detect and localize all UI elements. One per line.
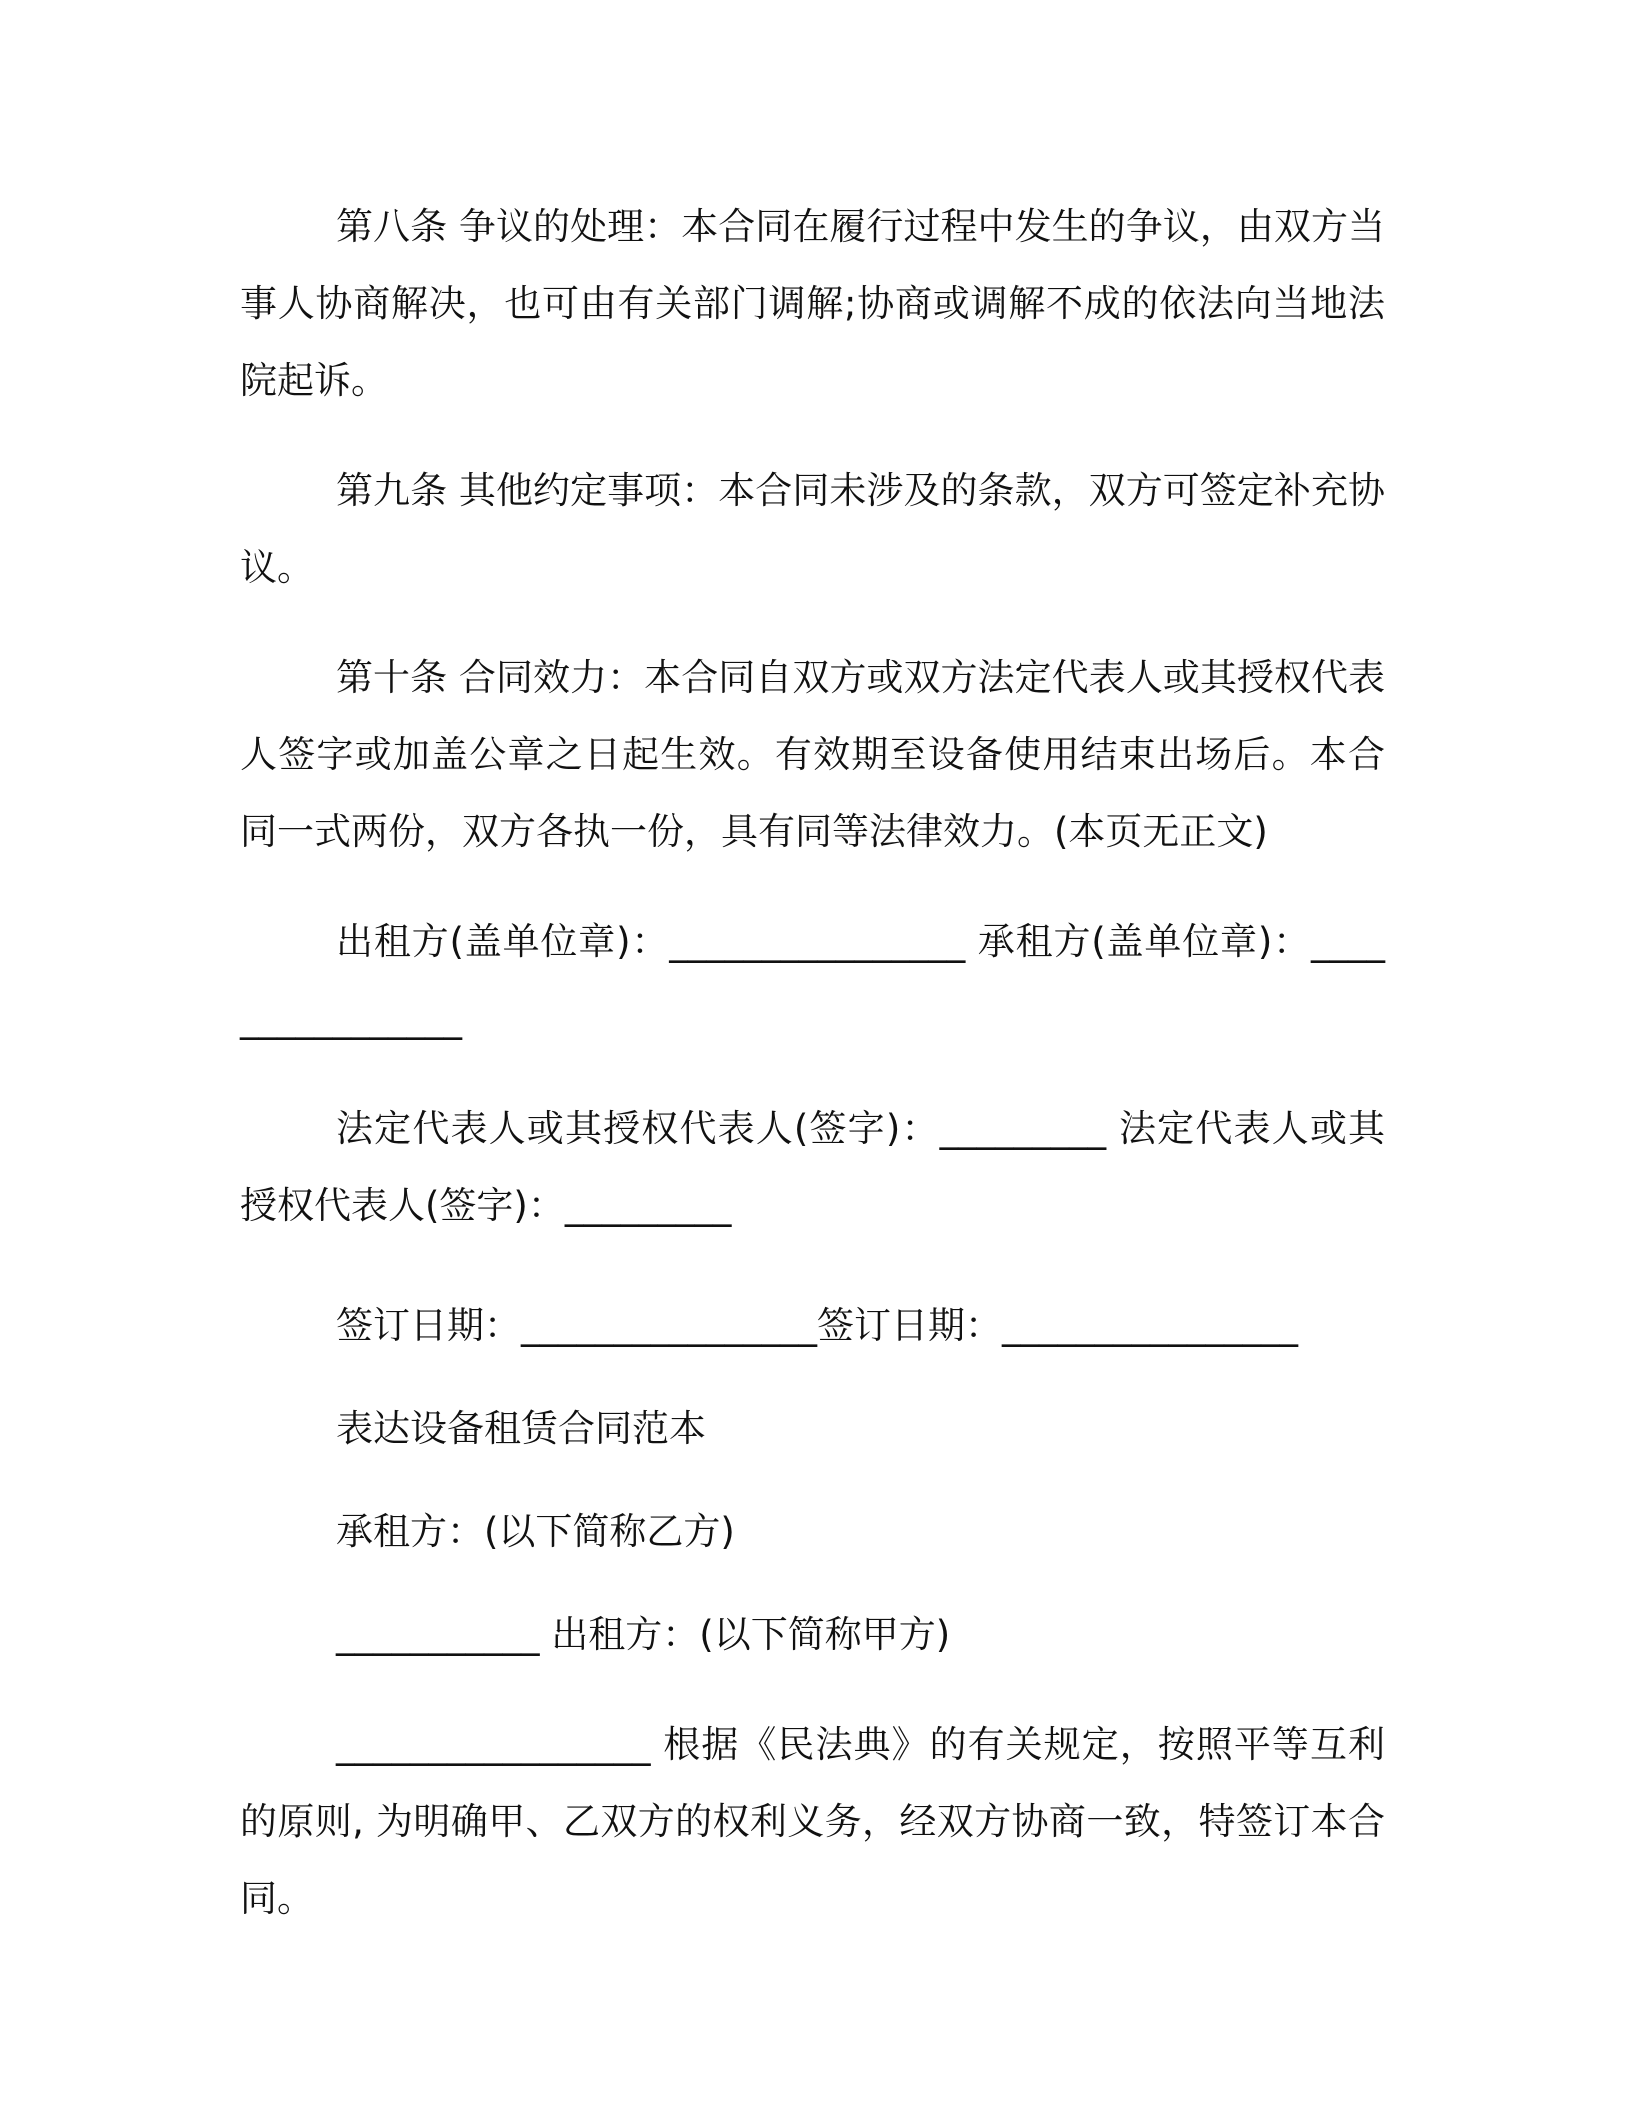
clause-10-contract-validity: 第十条 合同效力：本合同自双方或双方法定代表人或其授权代表人签字或加盖公章之日起生效。有效期至设备使用结束出场后。本合同一式两份，双方各执一份，具有同等法律效力。(本页无正文) [240, 656, 1385, 853]
template-title: 表达设备租赁合同范本 [336, 1407, 706, 1450]
lessee-line: 承租方：(以下简称乙方) [336, 1510, 735, 1553]
signature-representative-line: 法定代表人或其授权代表人(签字)：_________ 法定代表人或其授权代表人(签字)：_________ [240, 1107, 1385, 1227]
preamble-paragraph: _________________ 根据《民法典》的有关规定，按照平等互利的原则, 为明确甲、乙双方的权利义务，经双方协商一致，特签订本合同。 [240, 1723, 1385, 1920]
clause-9-other-matters: 第九条 其他约定事项：本合同未涉及的条款，双方可签定补充协议。 [240, 469, 1385, 589]
lessor-line: ___________ 出租方：(以下简称甲方) [336, 1613, 951, 1656]
signature-seal-line: 出租方(盖单位章)：________________ 承租方(盖单位章)：________________ [240, 920, 1385, 1040]
signature-date-line: 签订日期：________________签订日期：________________ [336, 1304, 1298, 1347]
document-page [240, 188, 1385, 1937]
clause-8-dispute-resolution: 第八条 争议的处理：本合同在履行过程中发生的争议，由双方当事人协商解决，也可由有关部门调解;协商或调解不成的依法向当地法院起诉。 [240, 205, 1385, 402]
